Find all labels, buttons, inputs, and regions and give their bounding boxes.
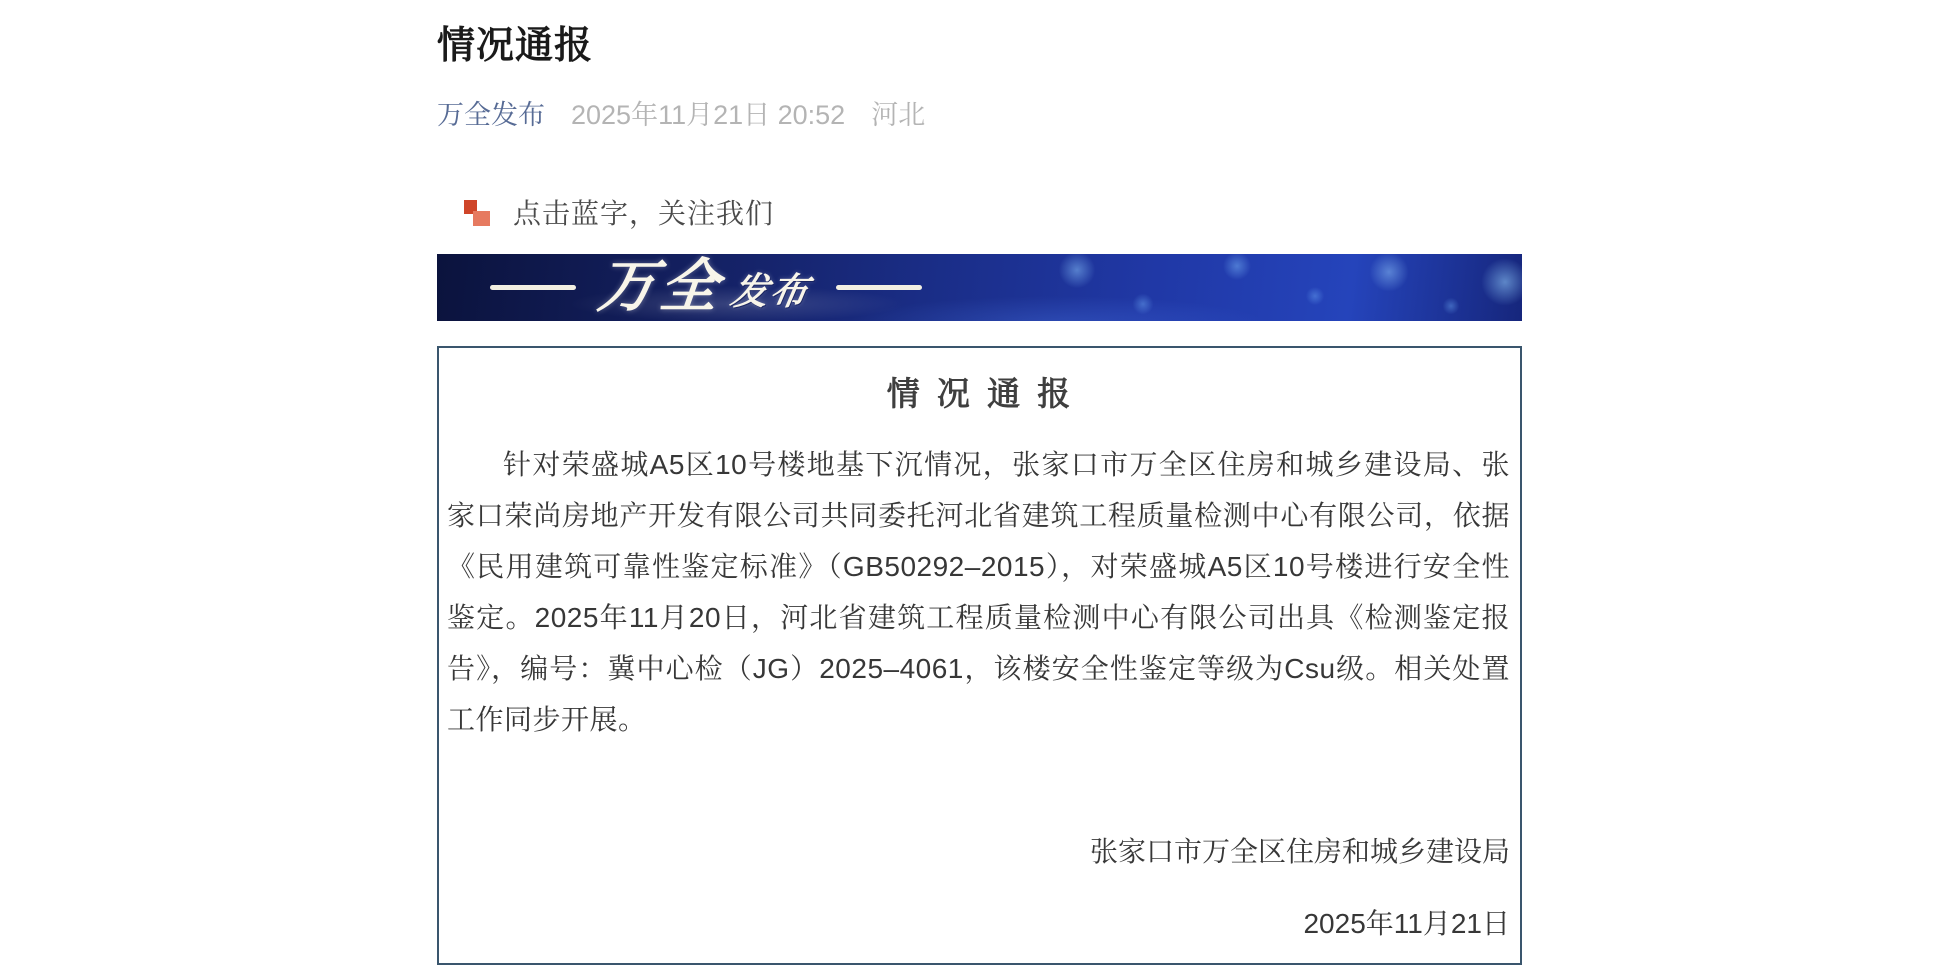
banner-title-sub: 发布 (727, 270, 813, 312)
banner-image[interactable] (437, 254, 1522, 321)
publish-location: 河北 (871, 100, 926, 131)
notice-date: 2025年11月21日 (1303, 907, 1510, 939)
byline (437, 97, 1522, 135)
follow-prompt-text: 点击蓝字，关注我们 (513, 197, 775, 229)
notice-box (437, 346, 1522, 965)
banner-dash-right (836, 285, 922, 290)
publish-datetime: 2025年11月21日 20:52 (571, 100, 846, 131)
notice-body-paragraph: 针对荣盛城A5区10号楼地基下沉情况，张家口市万全区住房和城乡建设局、张家口荣尚房地产开发有限公司共同委托河北省建筑工程质量检测中心有限公司，依据《民用建筑可靠性鉴定标准》（GB50292–2015），对荣盛城A5区10号楼进行安全性鉴定。2025年11月20日，河北省建筑工程质量检测中心有限公司出具《检测鉴定报告》，编号：冀中心检（JG）2025–4061，该楼安全性鉴定等级为Csu级。相关处置工作同步开展。 (447, 448, 1510, 735)
square-light (473, 211, 490, 226)
account-link[interactable]: 万全发布 (437, 100, 545, 131)
article-column (437, 0, 1522, 965)
notice-signature: 张家口市万全区住房和城乡建设局 (1089, 835, 1510, 867)
notice-heading: 情 况 通 报 (886, 374, 1071, 412)
banner-title-main: 万全 (594, 254, 726, 320)
banner-dash-left (490, 285, 576, 290)
follow-bar (437, 192, 1522, 232)
two-squares-icon (464, 198, 491, 226)
article-title: 情况通报 (437, 25, 594, 67)
